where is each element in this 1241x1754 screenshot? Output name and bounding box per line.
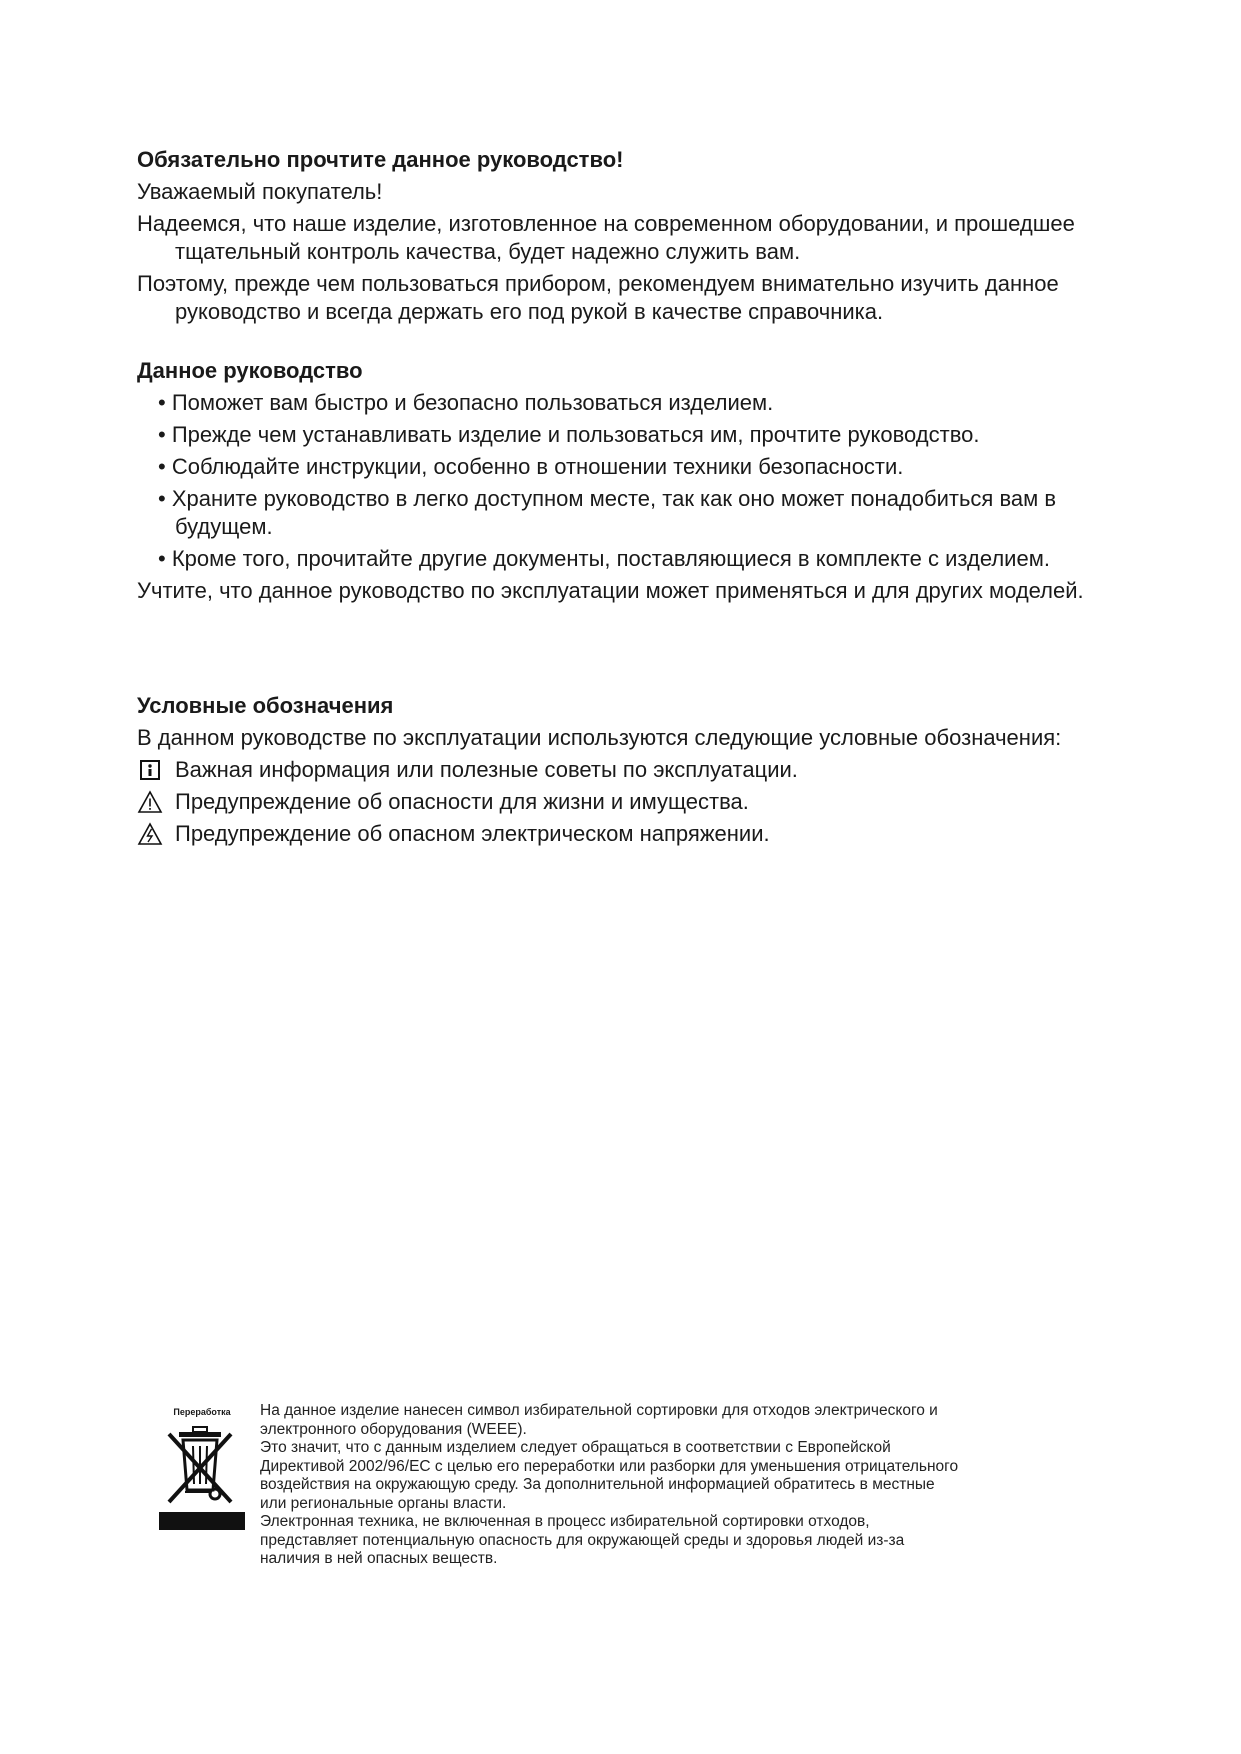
recycling-line: Это значит, что с данным изделием следует обращаться в соответствии с Европейской [260,1439,891,1456]
info-icon [137,758,163,782]
symbol-row-warning [137,788,1137,816]
greeting: Уважаемый покупатель! [137,179,383,204]
intro-heading: Обязательно прочтите данное руководство! [137,147,624,172]
recycling-line: электронного оборудования (WEEE). [260,1420,527,1438]
manual-note: Учтите, что данное руководство по эксплуатации может применяться и для других моделей. [137,578,1084,603]
symbol-text: Важная информация или полезные советы по эксплуатации. [175,757,798,782]
manual-bullet: • Поможет вам быстро и безопасно пользоваться изделием. [158,390,774,415]
manual-section [137,357,1137,605]
recycling-line: или региональные органы власти. [260,1494,507,1512]
symbols-heading: Условные обозначения [137,693,394,718]
intro-paragraph-2: Поэтому, прежде чем пользоваться прибором, рекомендуем внимательно изучить данное руководство и всегда держать его под рукой в качестве справочника. [137,271,1059,324]
recycling-text [260,1402,1120,1569]
recycling-badge [157,1406,247,1537]
intro-section [137,146,1137,326]
warning-icon [137,822,163,846]
recycling-line: воздействия на окружающую среду. За дополнительной информацией обратитесь в местные [260,1476,935,1493]
warning-icon [137,790,163,814]
recycling-line: наличия в ней опасных веществ. [260,1550,498,1567]
manual-bullet: • Кроме того, прочитайте другие документы, поставляющиеся в комплекте с изделием. [158,546,1050,571]
recycling-label: Переработка [173,1407,231,1417]
recycling-line: На данное изделие нанесен символ избирательной сортировки для отходов электрического и [260,1402,938,1419]
recycling-line: Директивой 2002/96/EC с целью его переработки или разборки для уменьшения отрицательного [260,1457,959,1475]
symbol-text: Предупреждение об опасном электрическом напряжении. [175,821,770,846]
symbols-section [137,692,1137,848]
symbol-text: Предупреждение об опасности для жизни и имущества. [175,789,749,814]
manual-bullet: • Храните руководство в легко доступном месте, так как оно может понадобиться вам в будущем. [158,486,1057,539]
intro-paragraph-1: Надеемся, что наше изделие, изготовленное на современном оборудовании, и прошедшее тщательный контроль качества, будет надежно служить вам. [137,211,1075,264]
symbol-row-electric [137,820,1137,848]
weee-bin-icon [157,1424,247,1532]
recycling-line: Электронная техника, не включенная в процесс избирательной сортировки отходов, [260,1513,870,1530]
symbol-row-info [137,756,1137,784]
manual-bullet: • Соблюдайте инструкции, особенно в отношении техники безопасности. [158,454,904,479]
recycling-line: представляет потенциальную опасность для окружающей среды и здоровья людей из-за [260,1531,905,1549]
manual-bullet: • Прежде чем устанавливать изделие и пользоваться им, прочтите руководство. [158,422,980,447]
manual-heading: Данное руководство [137,358,363,383]
symbols-intro: В данном руководстве по эксплуатации используются следующие условные обозначения: [137,725,1062,750]
